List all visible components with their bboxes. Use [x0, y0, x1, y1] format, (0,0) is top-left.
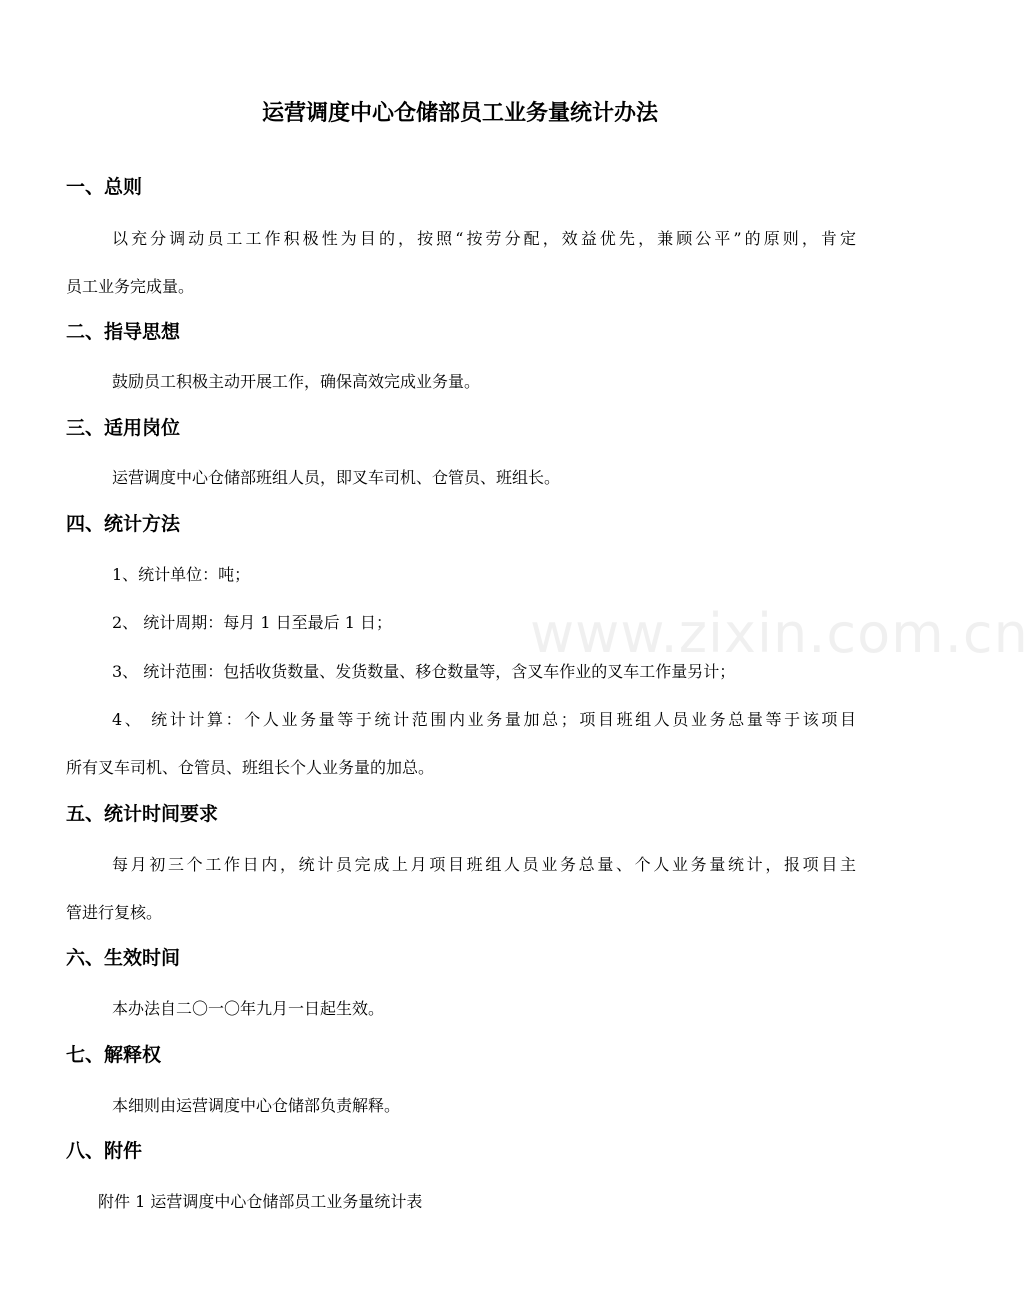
paragraph-line: 以充分调动员工工作积极性为目的，按照“按劳分配，效益优先，兼顾公平”的原则，肯定: [112, 229, 856, 248]
section-paragraph-time-requirement: [66, 841, 856, 937]
section-line-attachment: 附件 1 运营调度中心仓储部员工业务量统计表: [98, 1192, 423, 1211]
paragraph-line: 每月初三个工作日内，统计员完成上月项目班组人员业务总量、个人业务量统计，报项目主: [112, 855, 856, 874]
paragraph-line: 4、 统计计算：个人业务量等于统计范围内业务量加总；项目班组人员业务总量等于该项目: [112, 710, 856, 729]
section-line-effective-date: 本办法自二〇一〇年九月一日起生效。: [112, 999, 385, 1018]
list-item: 3、 统计范围：包括收货数量、发货数量、移仓数量等，含叉车作业的叉车工作量另计；: [112, 662, 736, 681]
section-heading-guiding-idea: 二、指导思想: [66, 321, 181, 343]
section-heading-attachment: 八、附件: [66, 1140, 143, 1162]
list-item: 2、 统计周期：每月 1 日至最后 1 日；: [112, 613, 392, 632]
paragraph-line: 所有叉车司机、仓管员、班组长个人业务量的加总。: [66, 758, 435, 777]
section-heading-applicable-posts: 三、适用岗位: [66, 417, 181, 439]
section-paragraph-general: [66, 215, 856, 311]
section-heading-effective-date: 六、生效时间: [66, 947, 181, 969]
section-line-interpretation: 本细则由运营调度中心仓储部负责解释。: [112, 1096, 401, 1115]
section-line-guiding-idea: 鼓励员工积极主动开展工作，确保高效完成业务量。: [112, 372, 481, 391]
document-title: 运营调度中心仓储部员工业务量统计办法: [261, 101, 658, 126]
paragraph-line: 管进行复核。: [66, 903, 163, 922]
section-line-applicable-posts: 运营调度中心仓储部班组人员，即叉车司机、仓管员、班组长。: [112, 468, 561, 487]
paragraph-line: 员工业务完成量。: [66, 277, 195, 296]
watermark: www.zixin.com.cn: [530, 602, 1029, 665]
list-item: 1、统计单位：吨；: [112, 565, 251, 584]
section-heading-general: 一、总则: [66, 176, 143, 198]
section-heading-statistics-method: 四、统计方法: [66, 513, 181, 535]
section-heading-time-requirement: 五、统计时间要求: [66, 803, 219, 825]
list-item-calculation: [66, 696, 856, 792]
section-heading-interpretation: 七、解释权: [66, 1044, 162, 1066]
